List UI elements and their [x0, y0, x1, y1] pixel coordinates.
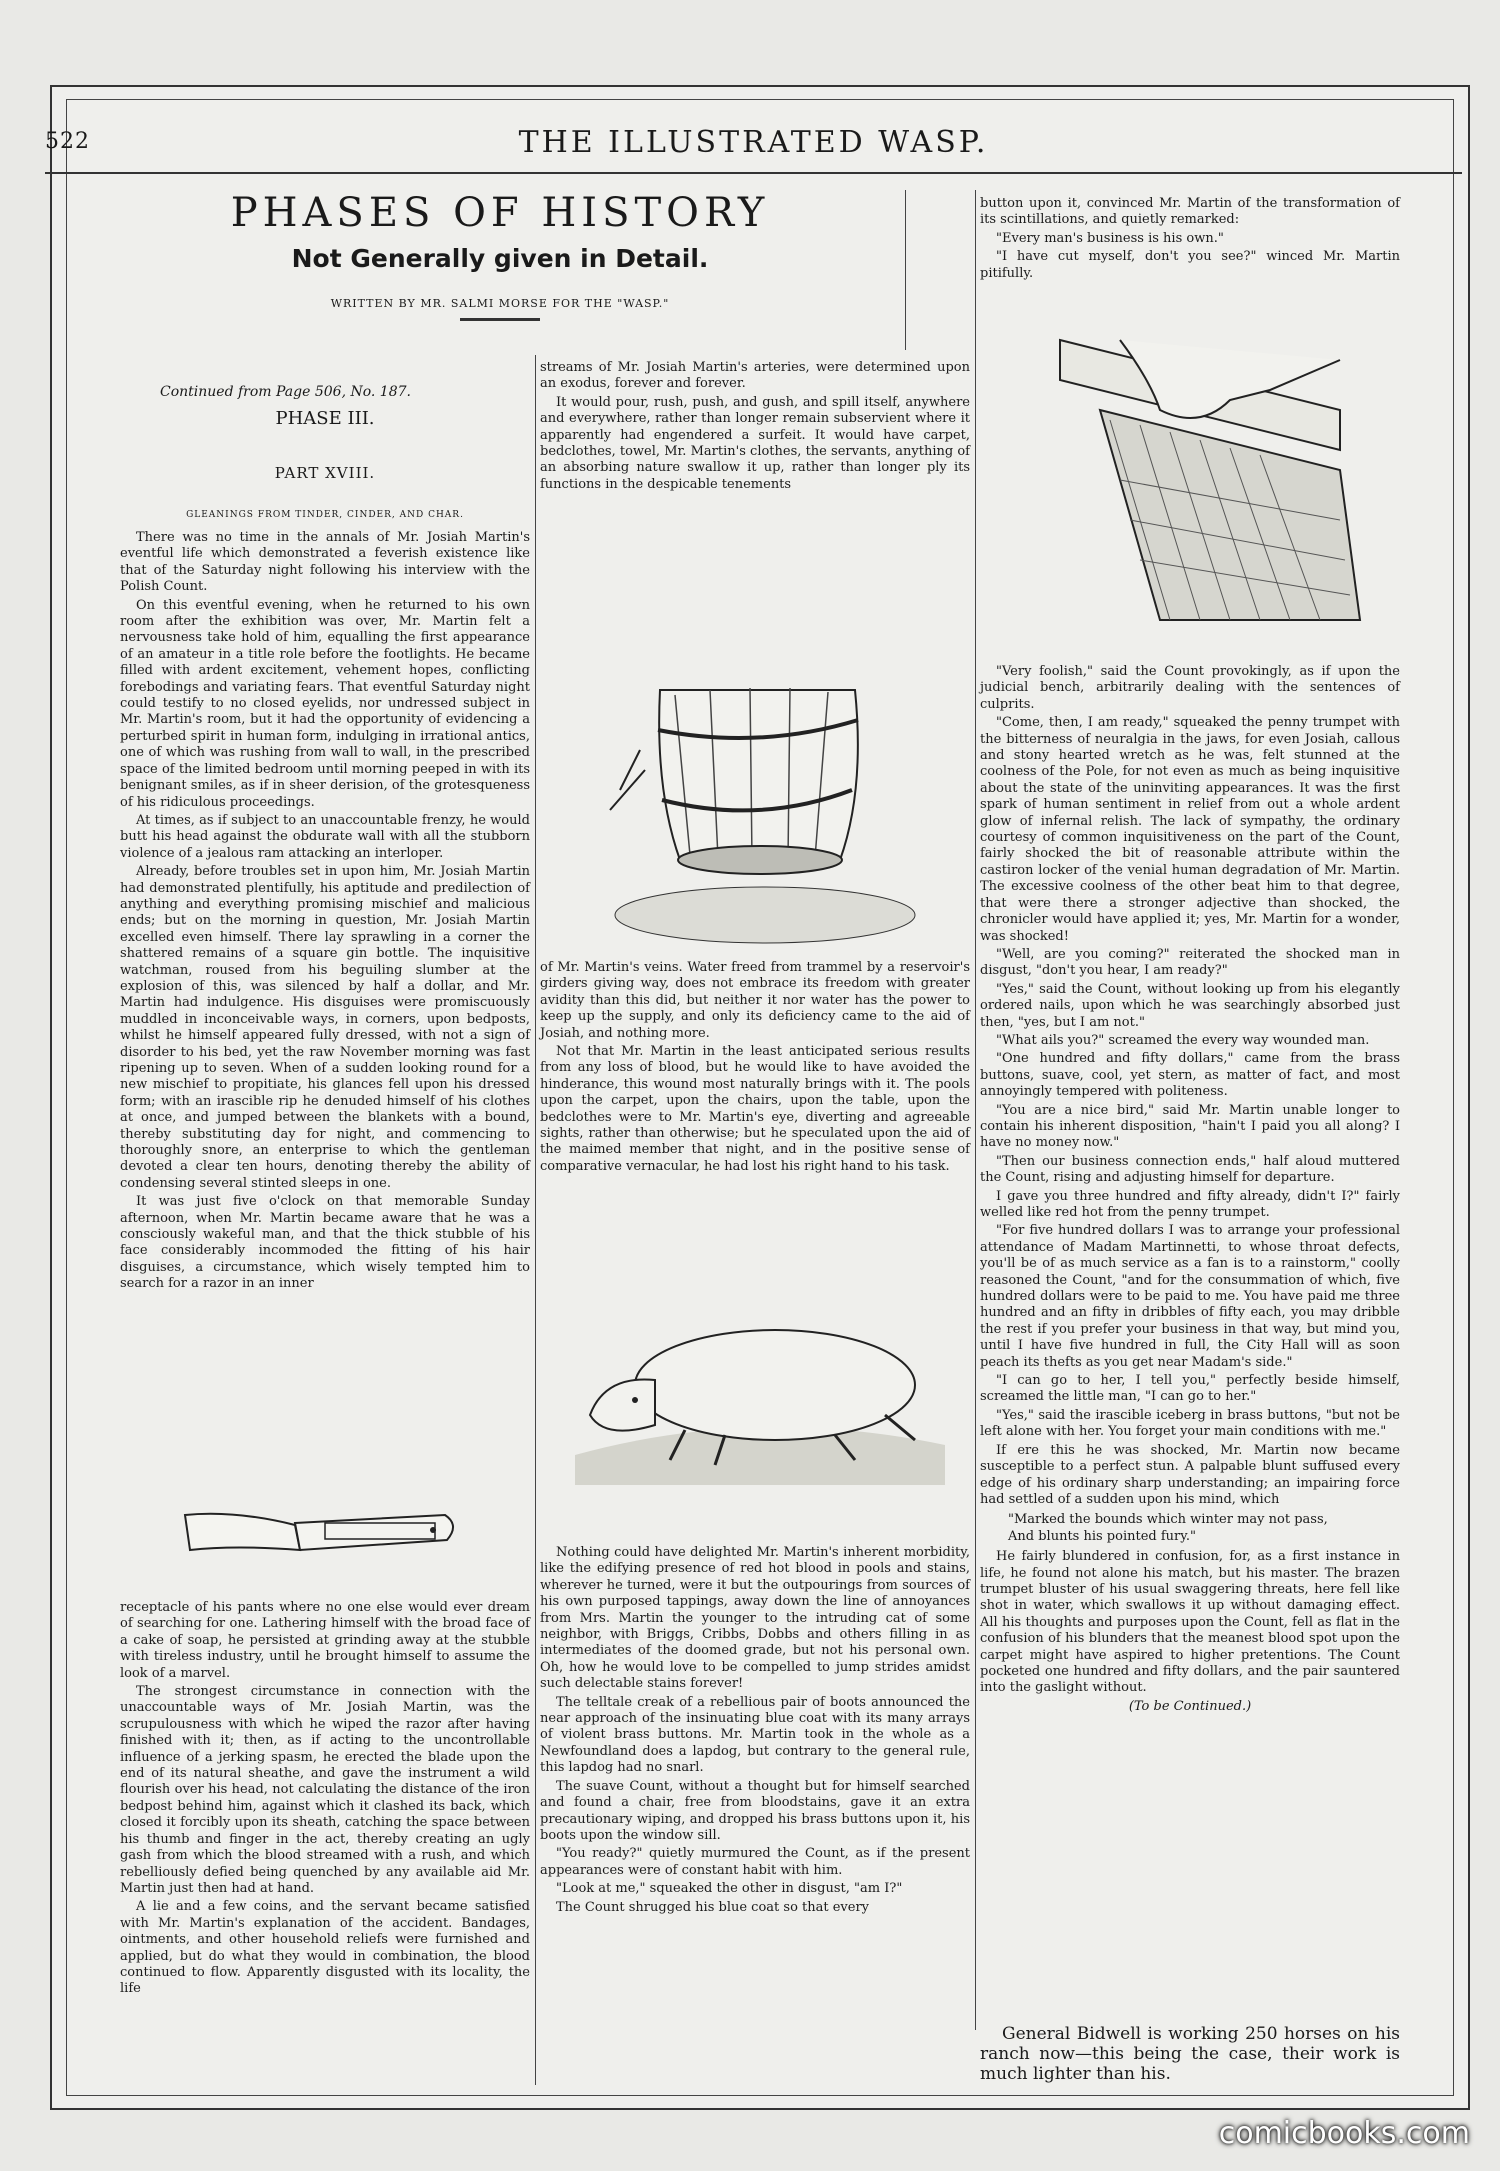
page-header: [45, 125, 1462, 165]
paragraph: "I can go to her, I tell you," perfectly beside himself, screamed the little man, "I can go to her.": [980, 1373, 1400, 1405]
article-title: PHASES OF HISTORY: [230, 190, 770, 236]
paragraph: On this eventful evening, when he returned to his own room after the exhibition was over, Mr. Martin felt a nervousness take hold of him, equalling the first appearance of an amateur in a title role before the footlights. He became filled with ardent excitement, vehement hopes, conflicting forebodings and variating fears. That eventful Saturday night could testify to no closed eyelids, nor undressed subject in Mr. Martin's room, but it had the opportunity of evidencing a perturbed spirit in human form, indulging in irrational antics, one of which was rushing from wall to wall, in the prescribed space of the limited bedroom until morning peeped in with its benignant smiles, as if in sheer derision, of the grotesqueness of his ridiculous proceedings.: [120, 597, 530, 810]
paragraph: "Very foolish," said the Count provokingly, as if upon the judicial bench, arbitrarily dealing with the sentences of culprits.: [980, 664, 1400, 712]
note-text: General Bidwell is working 250 horses on his ranch now—this being the case, their work is much lighter than his.: [980, 2024, 1400, 2084]
paragraph: "Look at me," squeaked the other in disgust, "am I?": [556, 1881, 903, 1897]
paragraph: receptacle of his pants where no one else would ever dream of searching for one. Lathering himself with the broad face of a cake of soap, he persisted at grinding away at the stubble with tireless industry, until he brought himself to assume the look of a marvel.: [120, 1600, 530, 1681]
paragraph: The Count shrugged his blue coat so that every: [556, 1899, 870, 1915]
continued-note: Continued from Page 506, No. 187.: [160, 384, 411, 400]
article-subtitle: Not Generally given in Detail.: [291, 244, 709, 273]
paragraph: It would pour, rush, push, and gush, and spill itself, anywhere and everywhere, rather than longer remain subservient where it apparently had engendered a surfeit. It would have carpet, bedclothes, towel, Mr. Martin's clothes, the servants, anything of an absorbing nature swallow it up, rather than longer ply its functions in the despicable tenements: [540, 394, 970, 492]
paragraph: At times, as if subject to an unaccountable frenzy, he would butt his head against the obdurate wall with all the stubborn violence of a jealous ram attacking an interloper.: [120, 812, 530, 861]
poem-line: And blunts his pointed fury.": [1008, 1528, 1196, 1544]
paragraph: I gave you three hundred and fifty already, didn't I?" fairly welled like red hot from the penny trumpet.: [980, 1188, 1400, 1220]
paragraph: Nothing could have delighted Mr. Martin's inherent morbidity, like the edifying presence of red hot blood in pools and stains, wherever he turned, were it but the outpourings from sources of his own purposed tappings, away down the line of annoyances from Mrs. Martin the younger to the intruding cat of some neighbor, with Briggs, Cribbs, Dobbs and others filling in as intermediates of the doomed grade, but not his personal own. Oh, how he would love to be compelled to jump strides amidst such delectable stains forever!: [540, 1545, 970, 1692]
column-1-text: [120, 530, 530, 1295]
bidwell-note: [980, 2024, 1400, 2084]
column-3-text-top: [980, 196, 1400, 284]
paragraph: "Yes," said the Count, without looking up from his elegantly ordered nails, upon which he was searchingly absorbed just then, "yes, but I am not.": [980, 981, 1400, 1030]
paragraph: There was no time in the annals of Mr. Josiah Martin's eventful life which demonstrated a feverish existence like that of the Saturday night following his interview with the Polish Count.: [120, 530, 530, 595]
paragraph: of Mr. Martin's veins. Water freed from trammel by a reservoir's girders giving way, does not embrace its freedom with greater avidity than this did, but neither it nor water has the power to keep up the supply, and only its deficiency came to the aid of Josiah, and nothing more.: [540, 960, 970, 1041]
paragraph: "I have cut myself, don't you see?" winced Mr. Martin pitifully.: [980, 249, 1400, 281]
article-byline: WRITTEN BY MR. SALMI MORSE FOR THE "WASP.": [330, 297, 670, 310]
site-watermark: comicbooks.com: [1218, 2116, 1470, 2151]
razor-illustration: [175, 1495, 465, 1575]
column-divider: [905, 190, 906, 350]
paragraph: "Yes," said the irascible iceberg in brass buttons, "but not be left alone with her. You forget your main conditions with me.": [980, 1407, 1400, 1440]
column-2-text-top: [540, 360, 970, 495]
paragraph: The suave Count, without a thought but for himself searched and found a chair, free from bloodstains, gave it an extra precautionary wiping, and dropped his brass buttons upon it, his boots upon the window sill.: [540, 1778, 970, 1843]
paragraph: "For five hundred dollars I was to arrange your professional attendance of Madam Martinnetti, to whose throat defects, you'll be of as much service as a fan is to a rainstorm," coolly reasoned the Count, "and for the consummation of which, five hundred dollars were to be paid to me. You have paid me three hundred and an fifty in dribbles of fifty each, you may dribble the rest if you prefer your business in that way, but mind you, until I have five hundred in full, the City Hall will as soon peach its thefts as you get near Madam's side.": [980, 1223, 1400, 1370]
paragraph: If ere this he was shocked, Mr. Martin now became susceptible to a perfect stun. A palpable blunt suffused every edge of his ordinary sharp understanding; an impairing force had settled of a sudden upon his mind, which: [980, 1442, 1400, 1507]
pig-illustration: [565, 1285, 955, 1495]
header-rule: [45, 172, 1462, 174]
burst-barrel-illustration: [600, 650, 930, 950]
column-2-text-bottom: [540, 1545, 970, 1918]
paragraph: streams of Mr. Josiah Martin's arteries, were determined upon an exodus, forever and forever.: [540, 360, 970, 392]
paragraph: "Then our business connection ends," half aloud muttered the Count, rising and adjusting himself for departure.: [980, 1153, 1400, 1186]
paragraph: He fairly blundered in confusion, for, as a first instance in life, he found not alone his match, but his master. The brazen trumpet bluster of his usual swaggering threats, here fell like shot in water, which swallows it up without damaging effect. All his thoughts and purposes upon the Count, fell as flat in the confusion of his blunders that the meanest blood spot upon the carpet might have aspired to higher pretentions. The Count pocketed one hundred and fifty dollars, and the pair sauntered into the gaslight without.: [980, 1549, 1400, 1696]
publication-title: THE ILLUSTRATED WASP.: [518, 125, 989, 160]
page-number: 522: [45, 129, 90, 154]
paragraph: The strongest circumstance in connection with the unaccountable ways of Mr. Josiah Martin, was the scrupulousness with which he wiped the razor after having finished with it; then, as if acting to the uncontrollable influence of a jerking spasm, he erected the blade upon the end of its natural sheathe, and gave the instrument a wild flourish over his head, not calculating the distance of the iron bedpost behind him, against which it clashed its back, which closed it forcibly upon its sheath, catching the space between his thumb and finger in the act, thereby creating an ugly gash from which the blood streamed with a rush, and which rebelliously defied being quenched by any available aid Mr. Martin just then had at hand.: [120, 1684, 530, 1896]
paragraph: A lie and a few coins, and the servant became satisfied with Mr. Martin's explanation of the accident. Bandages, ointments, and other household reliefs were furnished and applied, but do what they would in combination, the blood continued to flow. Apparently disgusted with its locality, the life: [120, 1899, 530, 1997]
paragraph: The telltale creak of a rebellious pair of boots announced the near approach of the insinuating blue coat with its many arrays of violent brass buttons. Mr. Martin took in the whole as a Newfoundland does a lapdog, but contrary to the general rule, this lapdog had no snarl.: [540, 1694, 970, 1776]
poem-line: "Marked the bounds which winter may not pass,: [1008, 1512, 1328, 1528]
paragraph: "Every man's business is his own.": [996, 230, 1224, 246]
paragraph: It was just five o'clock on that memorable Sunday afternoon, when Mr. Martin became aware that he was a consciously wakeful man, and that the thick stubble of his face considerably incommoded the fitting of his hair disguises, a circumstance, which wisely tempted him to search for a razor in an inner: [120, 1194, 530, 1292]
paragraph: "One hundred and fifty dollars," came from the brass buttons, suave, cool, yet stern, as matter of fact, and most annoyingly tempered with politeness.: [980, 1051, 1400, 1100]
column-2-text-middle: [540, 960, 970, 1177]
paragraph: Already, before troubles set in upon him, Mr. Josiah Martin had demonstrated plentifully, his aptitude and predilection of anything and everything promising mischief and malicious ends; but on the morning in question, Mr. Josiah Martin excelled even himself. There lay sprawling in a corner the shattered remains of a square gin bottle. The inquisitive watchman, roused from his beguiling slumber at the explosion of this, was silenced by half a dollar, and Mr. Martin had indulgence. His disguises were promiscuously muddled in inconceivable ways, in corners, upon bedposts, whilst he himself appeared fully dressed, with not a sign of disorder to his bed, yet the raw November morning was fast ripening up to seven. When of a sudden looking round for a new mischief to propitiate, his glances fell upon his dressed form; with an irascible rip he denuded himself of his clothes at once, and jumped between the blankets with a bound, thereby substituting day for night, and commencing to thoroughly snore, an enterprise to which the gentleman devoted a clear ten hours, denoting thereby the ability of condensing several stinted sleeps in one.: [120, 864, 530, 1191]
paragraph: button upon it, convinced Mr. Martin of the transformation of its scintillations, and quietly remarked:: [980, 196, 1400, 228]
phase-heading: PHASE III.: [275, 408, 375, 429]
paragraph: "What ails you?" screamed the every way wounded man.: [996, 1032, 1370, 1048]
poem-quote: [1008, 1512, 1400, 1545]
ornament-divider: [460, 318, 540, 321]
section-heading: GLEANINGS FROM TINDER, CINDER, AND CHAR.: [186, 510, 464, 520]
to-be-continued: (To be Continued.): [1128, 1698, 1252, 1714]
paragraph: "You ready?" quietly murmured the Count, as if the present appearances were of constant habit with him.: [540, 1846, 970, 1878]
column-divider: [535, 355, 536, 2085]
paragraph: "You are a nice bird," said Mr. Martin unable longer to contain his inherent disposition, "hain't I paid you all along? I have no money now.": [980, 1102, 1400, 1151]
column-3-text-main: [980, 664, 1400, 1715]
paragraph: Not that Mr. Martin in the least anticipated serious results from any loss of blood, but he would like to have avoided the hinderance, this wound most naturally brings with it. The pools upon the carpet, upon the chairs, upon the table, upon the bedclothes were to Mr. Martin's eye, diverting and agreeable sights, rather than otherwise; but he speculated upon the aid of the maimed member that night, and in the positive sense of comparative vernacular, he had lost his right hand to his task.: [540, 1044, 970, 1174]
hand-illustration: [1040, 320, 1370, 640]
column-1-continued: [120, 1600, 530, 2000]
paragraph: "Well, are you coming?" reiterated the shocked man in disgust, "don't you hear, I am ready?": [980, 946, 1400, 979]
article-title-block: [110, 190, 890, 321]
paragraph: "Come, then, I am ready," squeaked the penny trumpet with the bitterness of neuralgia in the jaws, for even Josiah, callous and stony hearted wretch as he was, felt stunned at the coolness of the Pole, for not even as much as being inquisitive about the state of the uninviting appearances. It was the first spark of human sentiment in relief from out a whole ardent glow of infernal relish. The lack of sympathy, the ordinary courtesy of common inquisitiveness on the part of the Count, fairly shocked the bit of reasonable attribute within the castiron locker of the venial human degradation of Mr. Martin. The excessive coolness of the other beat him to that degree, that were there a stronger adjective than shocked, the chronicler would have applied it; yes, Mr. Martin for a wonder, was shocked!: [980, 715, 1400, 944]
part-heading: PART XVIII.: [274, 464, 376, 482]
column-divider: [975, 190, 976, 2030]
